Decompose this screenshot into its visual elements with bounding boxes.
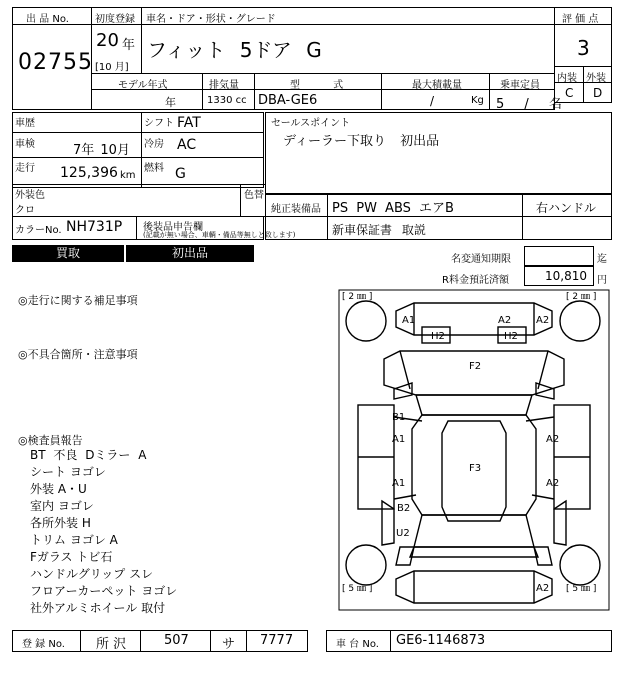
exterior-score: D	[593, 86, 603, 100]
interior-score: C	[565, 86, 574, 100]
first-reg-month: [10 月]	[95, 62, 129, 73]
recycle-value: 10,810	[545, 269, 587, 283]
chassis-label: 車 台 No.	[336, 639, 379, 650]
inspection-value: 7年 10月	[73, 143, 130, 158]
color-no-value: NH731P	[66, 219, 123, 235]
driving-heading: ◎走行に関する補足事項	[18, 294, 138, 307]
list-item: 外装 A・U	[30, 482, 87, 496]
recycle-unit: 円	[597, 275, 607, 286]
car-damage-diagram	[338, 289, 610, 619]
mark-f3: F3	[469, 463, 482, 474]
reg-place: 所 沢	[96, 637, 127, 652]
aftermarket-note: (記載が無い場合、車輌・備品等無しと致します)	[143, 231, 296, 239]
ac-label: 冷房	[144, 139, 164, 150]
exterior-label: 外装	[586, 73, 606, 84]
reg-no-label: 登 録 No.	[22, 639, 65, 650]
inspector-list	[30, 446, 177, 616]
first-listing-button[interactable]: 初出品	[126, 245, 254, 262]
mark-h2-left: H2	[431, 331, 445, 342]
mark-a2-top: A2	[498, 315, 512, 326]
max-load-value: /	[430, 94, 435, 108]
defects-heading: ◎不具合箇所・注意事項	[18, 348, 138, 361]
name-change-box	[524, 246, 594, 266]
capacity-value: 5 / 名	[496, 97, 562, 112]
equipment-label: 純正装備品	[271, 204, 321, 215]
mark-a1-top: A1	[402, 315, 416, 326]
inspector-heading: ◎検査員報告	[18, 434, 83, 447]
chassis-value: GE6-1146873	[396, 633, 486, 648]
warranty-value: 新車保証書 取説	[332, 223, 426, 237]
tire-depth-br: [ 5 ㎜ ]	[566, 584, 597, 594]
car-name-label: 車名・ドア・形状・グレード	[146, 14, 276, 25]
year-unit: 年	[122, 38, 136, 53]
aftermarket-label: 後装品申告欄	[143, 222, 203, 233]
score-label: 評 価 点	[562, 14, 599, 25]
car-name: フィット 5ドア G	[147, 38, 322, 62]
mark-a2-right-rear: A2	[546, 478, 560, 489]
mark-a2-top-right: A2	[536, 315, 550, 326]
score-value: 3	[577, 36, 590, 60]
ac-value: AC	[177, 137, 197, 153]
fuel-label: 燃料	[144, 163, 164, 174]
mark-a2-bottom: A2	[536, 583, 550, 594]
tire-depth-tr: [ 2 ㎜ ]	[566, 292, 597, 302]
name-change-unit: 迄	[597, 254, 607, 265]
purchase-button[interactable]: 買取	[12, 245, 124, 262]
mark-a2-right: A2	[546, 434, 560, 445]
mileage-label: 走行	[15, 163, 35, 174]
mark-a1-left-rear: A1	[392, 478, 406, 489]
inspection-label: 車検	[15, 139, 35, 150]
warranty-box	[265, 216, 612, 240]
color-no-label: カラーNo.	[15, 225, 62, 236]
ext-color-box	[12, 184, 266, 217]
ext-color-value: クロ	[15, 205, 35, 216]
history-label: 車歴	[15, 118, 35, 129]
mark-u2: U2	[396, 528, 410, 539]
tire-depth-tl: [ 2 ㎜ ]	[342, 292, 373, 302]
lot-no-label: 出 品 No.	[26, 14, 69, 25]
mileage-value: 125,396	[60, 165, 118, 181]
mileage-unit: km	[120, 170, 136, 181]
reg-kana: サ	[222, 637, 236, 652]
sales-point-label: セールスポイント	[271, 118, 351, 129]
steering-value: 右ハンドル	[536, 201, 597, 215]
ext-color-label: 外装色	[15, 190, 45, 201]
shift-value: FAT	[177, 115, 201, 131]
first-reg-year: 20	[96, 30, 119, 51]
color-change-label: 色替	[244, 190, 264, 201]
displacement-label: 排気量	[209, 80, 239, 91]
first-reg-label: 初度登録	[95, 14, 135, 25]
max-load-unit: Kg	[471, 95, 484, 106]
model-year-label: モデル年式	[118, 80, 168, 91]
equipment-value: PS PW ABS エアB	[332, 201, 454, 216]
list-item: ハンドルグリップ スレ	[30, 567, 154, 581]
max-load-label: 最大積載量	[412, 80, 462, 91]
mark-h2-right: H2	[504, 331, 518, 342]
list-item: BT 不良 Dミラー A	[30, 448, 147, 462]
mark-b2: B2	[397, 503, 411, 514]
list-item: フロアーカーペット ヨゴレ	[30, 584, 178, 598]
reg-class: 507	[164, 633, 189, 648]
model-year-value: 年	[165, 96, 176, 109]
displacement-value: 1330 cc	[207, 95, 247, 106]
type-label: 型 式	[290, 80, 344, 91]
type-value: DBA-GE6	[258, 93, 318, 108]
mark-f2: F2	[469, 361, 482, 372]
list-item: トリム ヨゴレ A	[30, 533, 118, 547]
lot-no: 02755	[18, 50, 93, 75]
list-item: 各所外装 H	[30, 516, 91, 530]
name-change-label: 名変通知期限	[451, 254, 511, 265]
reg-number: 7777	[260, 633, 294, 648]
tire-depth-bl: [ 5 ㎜ ]	[342, 584, 373, 594]
shift-label: シフト	[144, 118, 174, 129]
mark-a1-left: A1	[392, 434, 406, 445]
list-item: シート ヨゴレ	[30, 465, 106, 479]
details-box	[12, 112, 264, 188]
list-item: 室内 ヨゴレ	[30, 499, 94, 513]
interior-label: 内装	[557, 73, 577, 84]
fuel-value: G	[175, 166, 186, 182]
sales-point-value: ディーラー下取り 初出品	[283, 134, 440, 149]
list-item: 社外アルミホイール 取付	[30, 601, 166, 615]
recycle-label: R料金預託済額	[442, 275, 509, 286]
capacity-label: 乗車定員	[500, 80, 540, 91]
list-item: Fガラス トビ石	[30, 550, 113, 564]
mark-b1: B1	[392, 412, 406, 423]
